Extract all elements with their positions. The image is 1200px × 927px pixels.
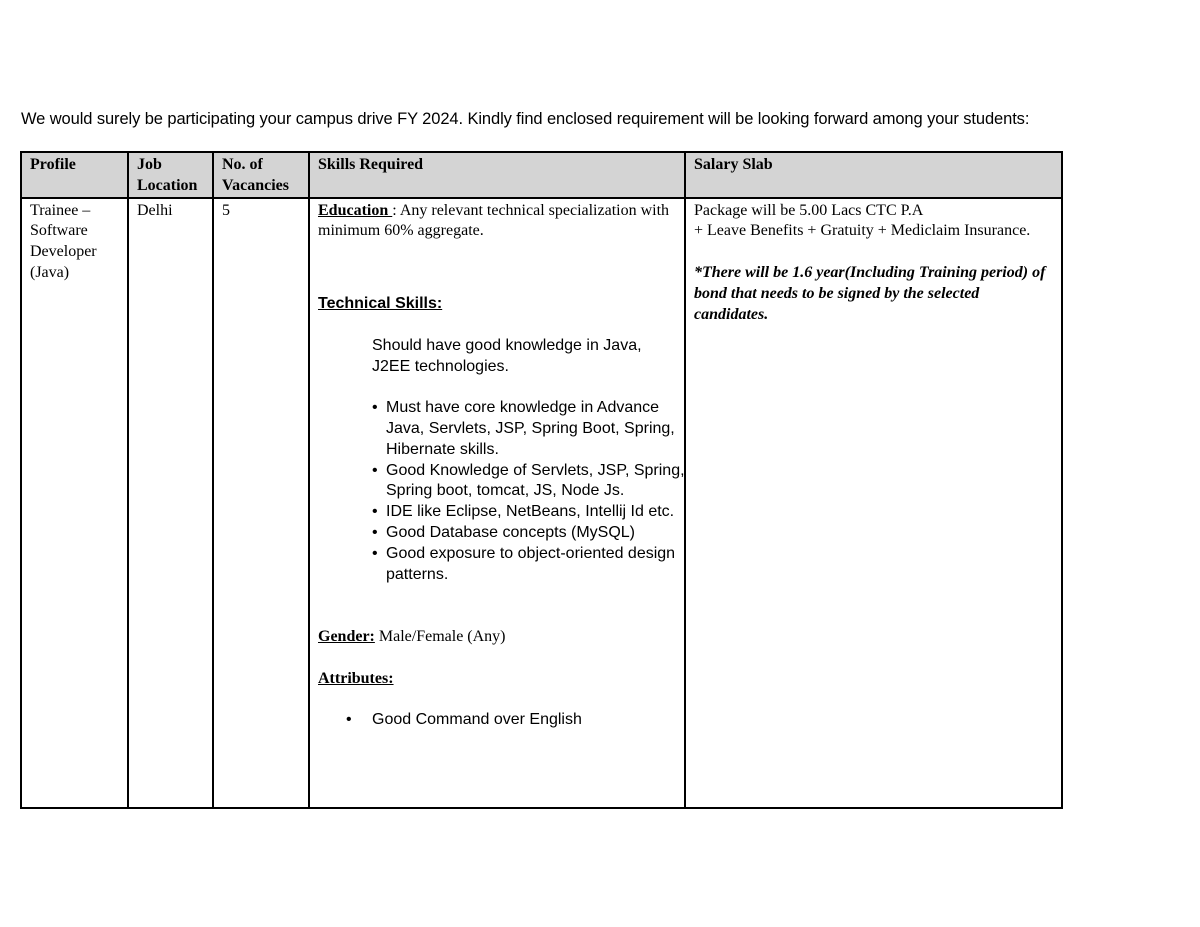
attributes-heading bbox=[318, 669, 678, 690]
list-item-text: Good Knowledge of Servlets, JSP, Spring, Spring boot, tomcat, JS, Node Js. bbox=[386, 461, 685, 500]
list-item bbox=[318, 710, 678, 731]
list-item bbox=[332, 502, 686, 523]
list-item-text: Good Database concepts (MySQL) bbox=[386, 523, 636, 541]
cell-skills bbox=[309, 198, 685, 808]
technical-skills-list bbox=[318, 398, 685, 585]
cell-location bbox=[128, 198, 213, 808]
cell-salary bbox=[685, 198, 1062, 808]
education-paragraph bbox=[318, 201, 678, 243]
list-item-text: Must have core knowledge in Advance Java, Servlets, JSP, Spring Boot, Spring, Hibernate skills. bbox=[386, 399, 675, 458]
education-label: Education bbox=[318, 201, 393, 219]
technical-skills-label: Technical Skills: bbox=[318, 295, 443, 313]
profile-line: Software bbox=[30, 222, 88, 240]
education-text: : Any relevant technical specialization with minimum 60% aggregate. bbox=[318, 201, 670, 240]
salary-package: Package will be 5.00 Lacs CTC P.A bbox=[694, 201, 924, 219]
header-skills-label: Skills Required bbox=[318, 156, 424, 173]
header-job-location bbox=[128, 152, 213, 198]
cell-profile bbox=[21, 198, 128, 808]
list-item-text: Good Command over English bbox=[372, 711, 582, 729]
technical-intro: Should have good knowledge in Java, J2EE technologies. bbox=[372, 336, 642, 375]
header-vacancies-line2: Vacancies bbox=[222, 176, 289, 194]
profile-line: Developer bbox=[30, 243, 97, 261]
gender-label: Gender: bbox=[318, 627, 375, 645]
table-header-row bbox=[21, 152, 1062, 198]
bond-note: *There will be 1.6 year(Including Training period) of bond that needs to be signed by the selected candidates. bbox=[694, 263, 1046, 323]
bullet-icon: • bbox=[346, 711, 352, 729]
header-location-line2: Location bbox=[137, 176, 198, 194]
table-row bbox=[21, 198, 1062, 808]
location-value: Delhi bbox=[137, 201, 173, 219]
bullet-icon: • bbox=[372, 461, 378, 479]
salary-benefits: + Leave Benefits + Gratuity + Mediclaim Insurance. bbox=[694, 222, 1031, 240]
list-item bbox=[332, 398, 686, 460]
list-item bbox=[332, 461, 686, 503]
bullet-icon: • bbox=[372, 544, 378, 562]
profile-line: Trainee – bbox=[30, 201, 91, 219]
cell-vacancies bbox=[213, 198, 309, 808]
header-salary bbox=[685, 152, 1062, 198]
bullet-icon: • bbox=[372, 503, 378, 521]
list-item-text: IDE like Eclipse, NetBeans, Intellij Id etc. bbox=[386, 503, 675, 521]
attributes-label: Attributes: bbox=[318, 669, 394, 687]
header-vacancies-line1: No. of bbox=[222, 156, 263, 173]
gender-paragraph bbox=[318, 627, 678, 648]
requirements-table bbox=[20, 151, 1063, 809]
technical-skills-heading bbox=[318, 294, 678, 315]
gender-value: Male/Female (Any) bbox=[374, 627, 506, 645]
header-vacancies bbox=[213, 152, 309, 198]
bullet-icon: • bbox=[372, 399, 378, 417]
list-item-text: Good exposure to object-oriented design patterns. bbox=[386, 544, 676, 583]
list-item bbox=[332, 544, 686, 586]
header-profile-label: Profile bbox=[30, 156, 76, 173]
intro-text: We would surely be participating your campus drive FY 2024. Kindly find enclosed requirement will be looking forward among your students: bbox=[21, 110, 1030, 128]
bullet-icon: • bbox=[372, 523, 378, 541]
profile-line: (Java) bbox=[30, 263, 70, 281]
header-profile bbox=[21, 152, 128, 198]
header-skills bbox=[309, 152, 685, 198]
attributes-list bbox=[318, 710, 678, 731]
header-location-line1: Job bbox=[137, 156, 162, 173]
list-item bbox=[332, 523, 686, 544]
vacancies-value: 5 bbox=[222, 201, 230, 219]
header-salary-label: Salary Slab bbox=[694, 156, 773, 173]
